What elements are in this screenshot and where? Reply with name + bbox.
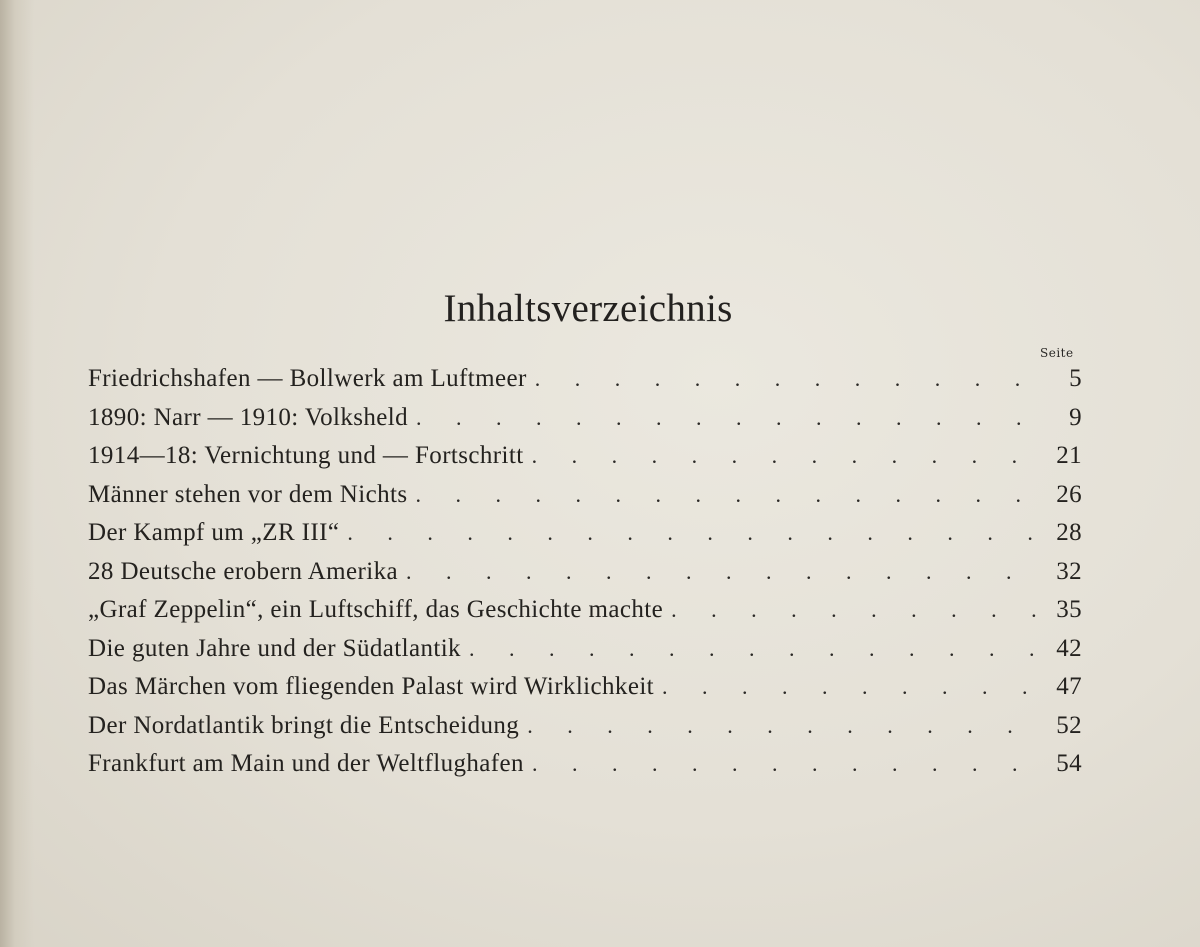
toc-entry-page: 42 bbox=[1056, 634, 1082, 662]
toc-entry bbox=[88, 673, 1082, 712]
toc-entry-page: 32 bbox=[1056, 557, 1082, 585]
toc-entry bbox=[88, 404, 1082, 443]
dot-leader bbox=[535, 366, 1038, 392]
toc-entry bbox=[88, 558, 1082, 597]
toc-entry-title: 1914—18: Vernichtung und — Fortschritt bbox=[88, 442, 524, 469]
dot-leader bbox=[527, 713, 1038, 739]
dot-leader bbox=[532, 443, 1038, 469]
dot-leader bbox=[415, 482, 1038, 508]
toc-entry-title: 1890: Narr — 1910: Volksheld bbox=[88, 403, 408, 431]
toc-entry bbox=[88, 635, 1082, 674]
table-of-contents bbox=[88, 365, 1082, 789]
page-title: Inhaltsverzeichnis bbox=[443, 287, 733, 330]
toc-entry-title: „Graf Zeppelin“, ein Luftschiff, das Geschichte machte bbox=[88, 596, 664, 623]
dot-leader bbox=[662, 674, 1038, 700]
toc-entry-title: Die guten Jahre und der Südatlantik bbox=[88, 634, 461, 662]
toc-entry-page: 26 bbox=[1056, 480, 1082, 508]
toc-entry-title: Frankfurt am Main und der Weltflughafen bbox=[88, 750, 524, 777]
toc-entry-page: 21 bbox=[1056, 442, 1082, 469]
toc-entry-title: Männer stehen vor dem Nichts bbox=[88, 480, 408, 508]
toc-entry bbox=[88, 442, 1082, 481]
toc-entry bbox=[88, 596, 1082, 635]
toc-entry-page: 9 bbox=[1069, 403, 1082, 431]
dot-leader bbox=[347, 520, 1038, 546]
dot-leader bbox=[671, 597, 1038, 623]
toc-entry bbox=[88, 365, 1082, 404]
page-column-label: Seite bbox=[1040, 346, 1074, 360]
toc-entry-title: Der Nordatlantik bringt die Entscheidung bbox=[88, 711, 520, 739]
toc-entry-title: Das Märchen vom fliegenden Palast wird Wirklichkeit bbox=[88, 673, 655, 700]
toc-entry-title: 28 Deutsche erobern Amerika bbox=[88, 557, 398, 585]
dot-leader bbox=[532, 751, 1038, 777]
toc-entry bbox=[88, 712, 1082, 751]
toc-entry-page: 47 bbox=[1056, 673, 1082, 700]
dot-leader bbox=[469, 636, 1038, 662]
page-spine-shadow bbox=[0, 0, 34, 947]
toc-entry-page: 5 bbox=[1069, 365, 1082, 392]
toc-entry-title: Friedrichshafen — Bollwerk am Luftmeer bbox=[88, 365, 527, 392]
dot-leader bbox=[416, 405, 1038, 431]
toc-entry-page: 28 bbox=[1056, 519, 1082, 546]
toc-entry-page: 52 bbox=[1056, 711, 1082, 739]
toc-entry-page: 35 bbox=[1056, 596, 1082, 623]
toc-entry bbox=[88, 750, 1082, 789]
toc-entry bbox=[88, 519, 1082, 558]
dot-leader bbox=[406, 559, 1038, 585]
toc-entry-page: 54 bbox=[1056, 750, 1082, 777]
toc-entry bbox=[88, 481, 1082, 520]
toc-entry-title: Der Kampf um „ZR III“ bbox=[88, 519, 340, 546]
